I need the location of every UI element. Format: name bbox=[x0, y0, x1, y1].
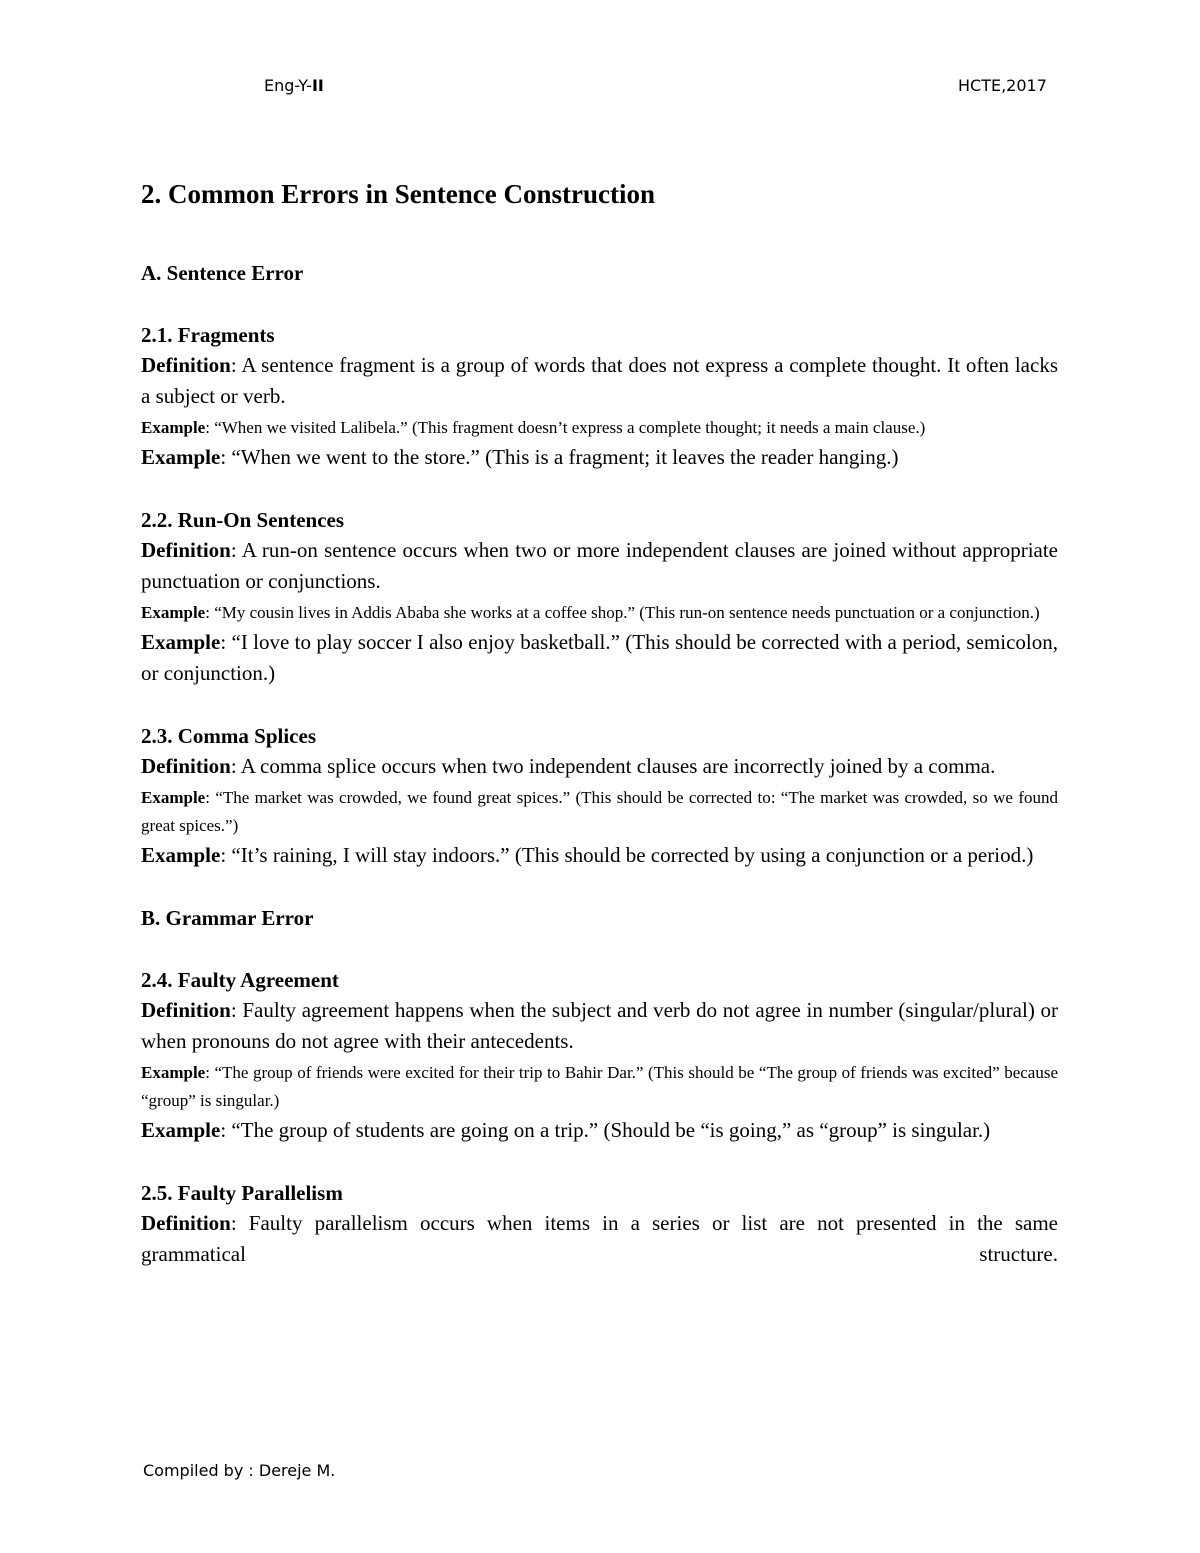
section-a-heading: A. Sentence Error bbox=[141, 261, 304, 285]
faulty-agreement-example-1 bbox=[141, 1059, 1058, 1115]
definition-text: : Faulty agreement happens when the subject and verb do not agree in number (singular/plural) or when pronouns do not agree with their antecedents. bbox=[141, 998, 1058, 1053]
example-text: : “When we went to the store.” (This is a fragment; it leaves the reader hanging.) bbox=[220, 445, 899, 469]
comma-splices-example-1 bbox=[141, 784, 1058, 840]
faulty-parallelism-definition bbox=[141, 1208, 1058, 1270]
example-text: : “When we visited Lalibela.” (This fragment doesn’t express a complete thought; it needs a main clause.) bbox=[205, 418, 926, 437]
faulty-parallelism-section bbox=[141, 1178, 1058, 1270]
definition-label: Definition bbox=[141, 353, 231, 377]
run-on-example-1 bbox=[141, 599, 1058, 627]
definition-text: : A comma splice occurs when two independent clauses are incorrectly joined by a comma. bbox=[230, 754, 996, 778]
comma-splices-section bbox=[141, 721, 1058, 871]
definition-label: Definition bbox=[141, 998, 231, 1022]
definition-text: : A run-on sentence occurs when two or more independent clauses are joined without appropriate punctuation or conjunctions. bbox=[141, 538, 1058, 593]
run-on-example-2 bbox=[141, 627, 1058, 689]
header-institution-year: HCTE,2017 bbox=[958, 76, 1047, 95]
example-label: Example bbox=[141, 1063, 206, 1082]
example-label: Example bbox=[141, 445, 221, 469]
definition-label: Definition bbox=[141, 538, 231, 562]
comma-splices-heading: 2.3. Comma Splices bbox=[141, 724, 316, 748]
faulty-agreement-heading: 2.4. Faulty Agreement bbox=[141, 968, 339, 992]
page-title: 2. Common Errors in Sentence Construction bbox=[141, 179, 655, 209]
footer-compiled-by: Compiled by : Dereje M. bbox=[143, 1461, 336, 1480]
example-label: Example bbox=[141, 788, 206, 807]
faulty-agreement-section bbox=[141, 965, 1058, 1146]
definition-text: : A sentence fragment is a group of words that does not express a complete thought. It often lacks a subject or verb. bbox=[141, 353, 1058, 408]
example-text: : “The group of students are going on a trip.” (Should be “is going,” as “group” is singular.) bbox=[220, 1118, 991, 1142]
fragments-heading: 2.1. Fragments bbox=[141, 323, 275, 347]
run-on-section bbox=[141, 505, 1058, 689]
fragments-section bbox=[141, 320, 1058, 473]
comma-splices-example-2 bbox=[141, 840, 1058, 871]
run-on-definition bbox=[141, 535, 1058, 597]
faulty-agreement-definition bbox=[141, 995, 1058, 1057]
header-course-code bbox=[264, 76, 324, 95]
document-body bbox=[141, 176, 1058, 1270]
fragments-definition bbox=[141, 350, 1058, 412]
example-text: : “The group of friends were excited for their trip to Bahir Dar.” (This should be “The group of friends was excited” because “group” is singular.) bbox=[141, 1063, 1058, 1110]
fragments-example-1 bbox=[141, 414, 1058, 442]
run-on-heading: 2.2. Run-On Sentences bbox=[141, 508, 345, 532]
example-label: Example bbox=[141, 630, 221, 654]
definition-label: Definition bbox=[141, 1211, 231, 1235]
example-text: : “I love to play soccer I also enjoy basketball.” (This should be corrected with a period, semicolon, or conjunction.) bbox=[141, 630, 1058, 685]
faulty-agreement-example-2 bbox=[141, 1115, 1058, 1146]
comma-splices-definition bbox=[141, 751, 1058, 782]
example-text: : “The market was crowded, we found great spices.” (This should be corrected to: “The market was crowded, so we found great spices.”) bbox=[141, 788, 1058, 835]
definition-text: : Faulty parallelism occurs when items in a series or list are not presented in the same grammatical structure. bbox=[141, 1211, 1058, 1266]
section-b-heading: B. Grammar Error bbox=[141, 906, 314, 930]
fragments-example-2 bbox=[141, 442, 1058, 473]
example-label: Example bbox=[141, 418, 206, 437]
header-course-prefix: Eng-Y- bbox=[264, 76, 312, 95]
faulty-parallelism-heading: 2.5. Faulty Parallelism bbox=[141, 1181, 343, 1205]
example-text: : “It’s raining, I will stay indoors.” (This should be corrected by using a conjunction or a period.) bbox=[220, 843, 1034, 867]
example-label: Example bbox=[141, 1118, 221, 1142]
example-label: Example bbox=[141, 843, 221, 867]
example-text: : “My cousin lives in Addis Ababa she works at a coffee shop.” (This run-on sentence needs punctuation or a conjunction.) bbox=[205, 603, 1040, 622]
header-course-suffix: II bbox=[311, 76, 324, 95]
example-label: Example bbox=[141, 603, 206, 622]
definition-label: Definition bbox=[141, 754, 231, 778]
